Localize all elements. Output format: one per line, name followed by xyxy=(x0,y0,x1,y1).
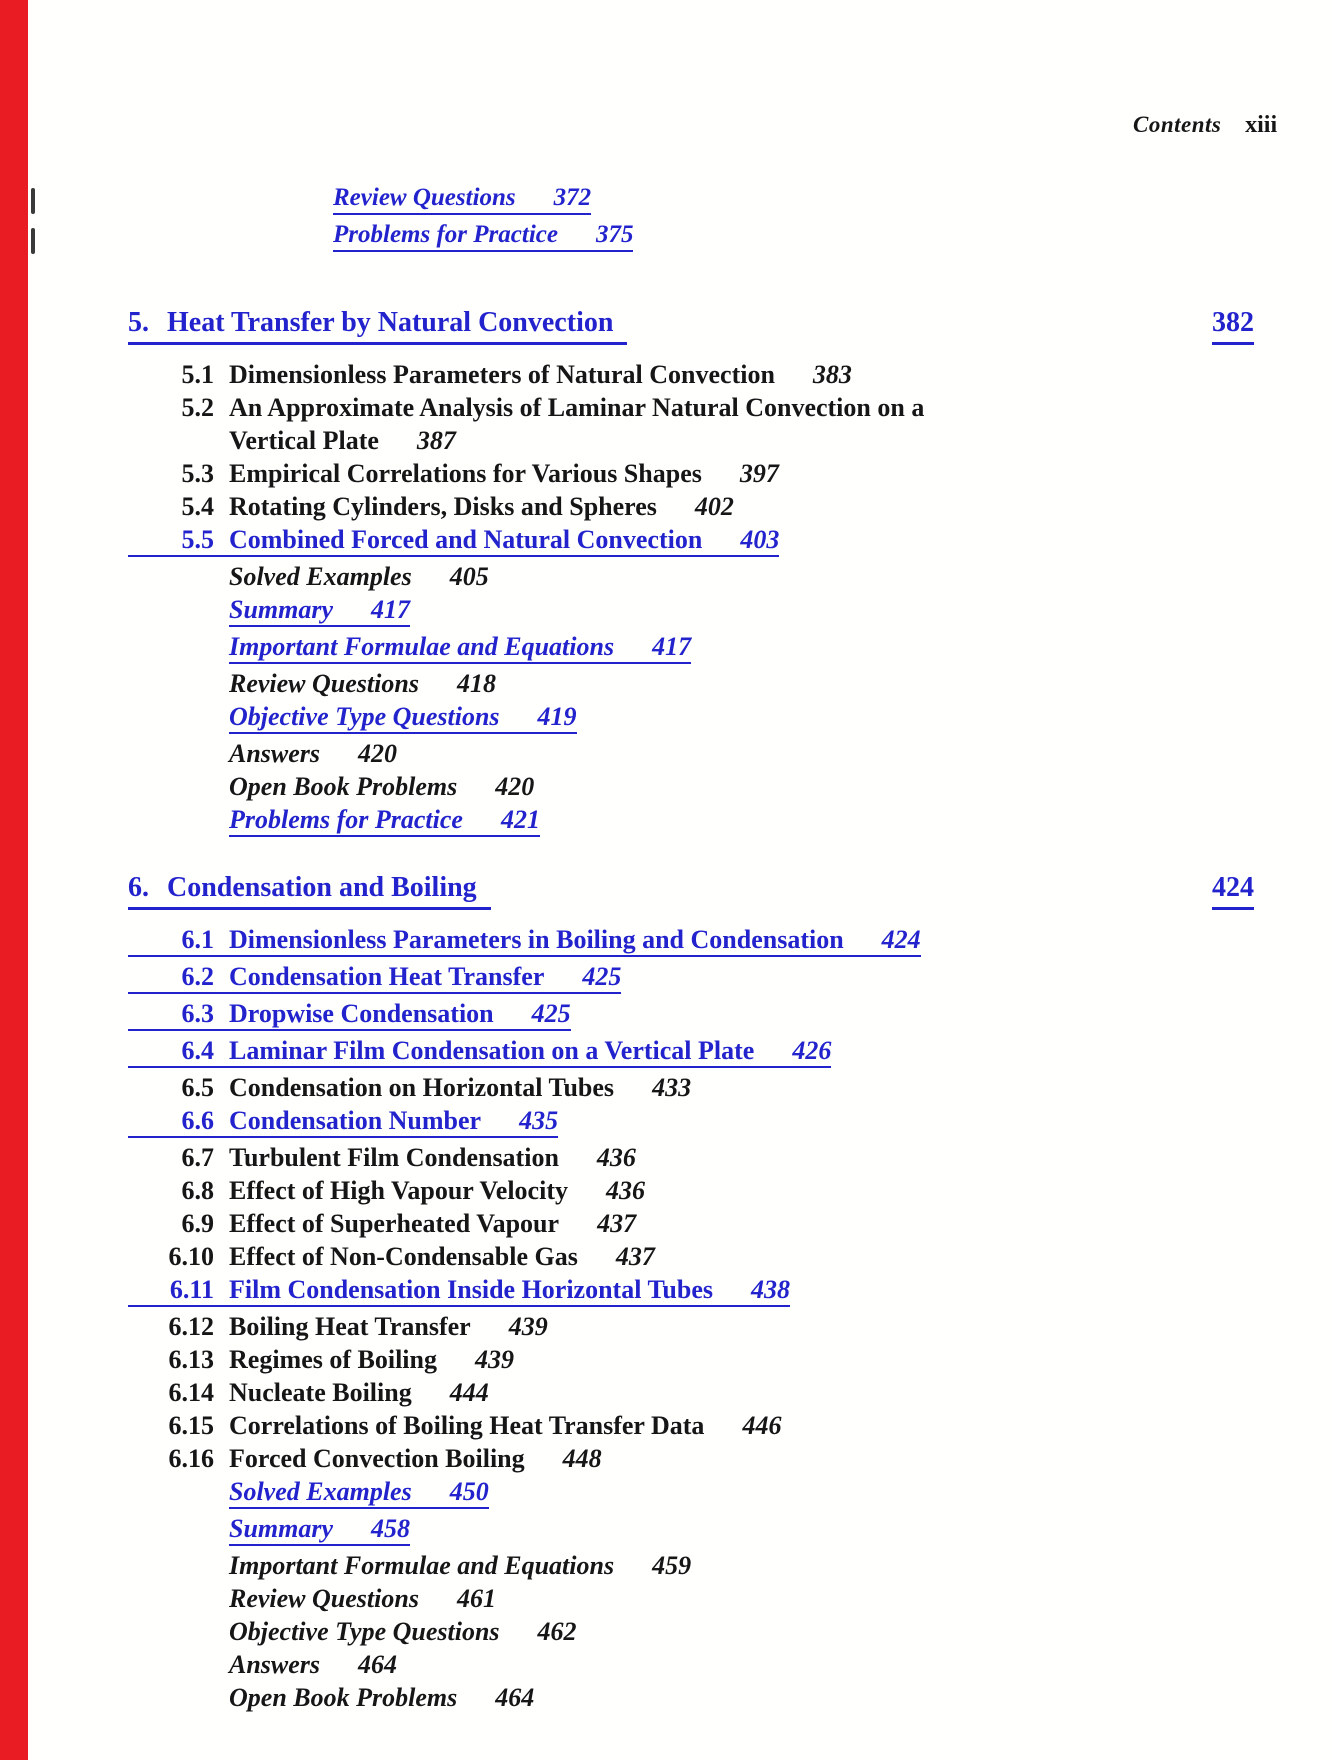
item-title[interactable]: Dimensionless Parameters in Boiling and Condensation xyxy=(229,925,844,954)
item-title[interactable]: Problems for Practice xyxy=(333,221,558,248)
toc-entry-line xyxy=(128,361,852,388)
toc-entry-line[interactable] xyxy=(333,184,591,215)
item-number: 5.2 xyxy=(181,393,214,422)
item-title[interactable]: Solved Examples xyxy=(229,1477,412,1506)
toc-item xyxy=(128,427,1254,454)
toc-item[interactable] xyxy=(128,1276,1254,1307)
item-number[interactable]: 6.6 xyxy=(181,1106,214,1135)
item-page-number[interactable]: 425 xyxy=(531,999,571,1028)
item-title[interactable]: Review Questions xyxy=(333,184,516,211)
item-title: Correlations of Boiling Heat Transfer Data xyxy=(229,1411,705,1440)
item-title: Effect of Non-Condensable Gas xyxy=(229,1242,578,1271)
item-page-number: 437 xyxy=(615,1242,655,1271)
toc-entry-line xyxy=(128,1379,489,1406)
item-title: Rotating Cylinders, Disks and Spheres xyxy=(229,492,657,521)
section-heading-row xyxy=(128,873,1254,910)
item-page-number[interactable]: 435 xyxy=(519,1106,559,1135)
section-page-number[interactable]: 382 xyxy=(1212,308,1254,345)
toc-entry-line xyxy=(229,1651,397,1678)
item-title: Vertical Plate xyxy=(229,426,379,455)
item-number: 6.13 xyxy=(168,1345,214,1374)
section-title[interactable]: Condensation and Boiling xyxy=(167,872,477,903)
toc-entry-line[interactable] xyxy=(229,806,540,837)
toc-entry-line xyxy=(128,1313,548,1340)
item-number: 6.10 xyxy=(168,1242,214,1271)
item-title[interactable]: Condensation Heat Transfer xyxy=(229,962,545,991)
item-page-number[interactable]: 450 xyxy=(449,1477,489,1506)
scan-edge-bar xyxy=(0,0,28,1760)
item-page-number: 462 xyxy=(537,1617,577,1646)
item-number[interactable]: 5.5 xyxy=(181,525,214,554)
toc-entry-line[interactable] xyxy=(128,1276,790,1307)
item-page-number: 437 xyxy=(597,1209,637,1238)
item-number[interactable]: 6.3 xyxy=(181,999,214,1028)
toc-subitem xyxy=(229,740,1254,767)
toc-entry-line[interactable] xyxy=(229,633,691,664)
item-page-number: 420 xyxy=(358,739,398,768)
toc-subitem xyxy=(229,1651,1254,1678)
item-number[interactable]: 6.4 xyxy=(181,1036,214,1065)
item-title: Turbulent Film Condensation xyxy=(229,1143,559,1172)
page-number-roman: xiii xyxy=(1245,112,1278,138)
toc-entry-line xyxy=(229,670,496,697)
item-page-number[interactable]: 417 xyxy=(652,632,692,661)
section-6 xyxy=(128,873,1254,1717)
item-title: An Approximate Analysis of Laminar Natural Convection on a xyxy=(229,393,925,422)
item-title[interactable]: Combined Forced and Natural Convection xyxy=(229,525,703,554)
toc-subitem[interactable] xyxy=(229,1478,1254,1509)
toc-entry-line xyxy=(128,1346,514,1373)
item-page-number[interactable]: 417 xyxy=(371,595,411,624)
toc-item[interactable] xyxy=(128,1037,1254,1068)
section-item-list xyxy=(128,926,1254,1711)
item-title: Effect of High Vapour Velocity xyxy=(229,1176,568,1205)
item-title[interactable]: Laminar Film Condensation on a Vertical Plate xyxy=(229,1036,755,1065)
item-title[interactable]: Objective Type Questions xyxy=(229,702,500,731)
item-title: Objective Type Questions xyxy=(229,1617,500,1646)
item-number: 6.12 xyxy=(168,1312,214,1341)
toc-item xyxy=(128,1074,1254,1101)
pre-section-links xyxy=(232,184,633,258)
item-number: 5.4 xyxy=(181,492,214,521)
item-title: Important Formulae and Equations xyxy=(229,1551,615,1580)
toc-entry-line xyxy=(128,1177,645,1204)
toc-entry-line xyxy=(229,1618,577,1645)
item-page-number[interactable]: 421 xyxy=(500,805,540,834)
item-title[interactable]: Dropwise Condensation xyxy=(229,999,494,1028)
item-page-number: 387 xyxy=(416,426,456,455)
toc-subitem[interactable] xyxy=(333,221,633,252)
item-title: Condensation on Horizontal Tubes xyxy=(229,1073,615,1102)
item-page-number: 436 xyxy=(605,1176,645,1205)
item-page-number: 436 xyxy=(596,1143,636,1172)
section-page-number[interactable]: 424 xyxy=(1212,873,1254,910)
toc-item xyxy=(128,460,1254,487)
item-page-number[interactable]: 426 xyxy=(792,1036,832,1065)
item-title: Open Book Problems xyxy=(229,772,458,801)
toc-entry-line xyxy=(128,1243,655,1270)
toc-entry-line xyxy=(128,1144,636,1171)
toc-entry-line[interactable] xyxy=(333,221,633,252)
item-number[interactable]: 6.11 xyxy=(169,1275,214,1304)
toc-item[interactable] xyxy=(128,963,1254,994)
scan-artifact-dash xyxy=(31,228,35,254)
toc-entry-line xyxy=(128,394,924,421)
item-number: 5.3 xyxy=(181,459,214,488)
item-title[interactable]: Summary xyxy=(229,1514,334,1543)
toc-entry-line xyxy=(128,493,734,520)
item-number[interactable]: 6.1 xyxy=(181,925,214,954)
toc-entry-line xyxy=(229,1684,534,1711)
toc-item xyxy=(128,1379,1254,1406)
toc-item[interactable] xyxy=(128,1107,1254,1138)
item-page-number: 402 xyxy=(694,492,734,521)
section-title[interactable]: Heat Transfer by Natural Convection xyxy=(167,307,614,338)
item-page-number[interactable]: 372 xyxy=(553,184,592,211)
section-heading-row xyxy=(128,308,1254,345)
item-page-number[interactable]: 403 xyxy=(740,525,780,554)
toc-subitem xyxy=(229,670,1254,697)
toc-item xyxy=(128,394,1254,421)
item-page-number[interactable]: 419 xyxy=(537,702,577,731)
item-number: 6.15 xyxy=(168,1411,214,1440)
toc-item[interactable] xyxy=(128,1000,1254,1031)
toc-subitem xyxy=(229,1552,1254,1579)
item-page-number: 439 xyxy=(508,1312,548,1341)
item-title: Empirical Correlations for Various Shapes xyxy=(229,459,702,488)
item-title: Answers xyxy=(229,1650,321,1679)
toc-entry-line[interactable] xyxy=(128,526,779,557)
toc-subitem xyxy=(229,1618,1254,1645)
item-page-number[interactable]: 375 xyxy=(595,221,634,248)
item-number: 5.1 xyxy=(181,360,214,389)
toc-subitem[interactable] xyxy=(229,596,1254,627)
toc-item xyxy=(128,1210,1254,1237)
item-page-number: 397 xyxy=(739,459,779,488)
toc-item xyxy=(128,1177,1254,1204)
toc-entry-line[interactable] xyxy=(128,963,621,994)
section-item-list xyxy=(128,361,1254,837)
toc-item xyxy=(128,1445,1254,1472)
item-title: Review Questions xyxy=(229,1584,419,1613)
item-title: Open Book Problems xyxy=(229,1683,458,1712)
item-number: 6.7 xyxy=(181,1143,214,1172)
item-title[interactable]: Film Condensation Inside Horizontal Tubes xyxy=(229,1275,713,1304)
item-number: 6.14 xyxy=(168,1378,214,1407)
item-number: 6.9 xyxy=(181,1209,214,1238)
toc-item xyxy=(128,1243,1254,1270)
toc-entry-line xyxy=(128,1445,602,1472)
item-title: Review Questions xyxy=(229,669,419,698)
toc-subitem[interactable] xyxy=(229,633,1254,664)
toc-item xyxy=(128,1412,1254,1439)
section-number[interactable]: 6. xyxy=(128,872,149,903)
toc-entry-line xyxy=(229,773,534,800)
item-page-number[interactable]: 458 xyxy=(371,1514,411,1543)
toc-entry-line xyxy=(128,1210,636,1237)
item-page-number: 405 xyxy=(449,562,489,591)
toc-item xyxy=(128,1313,1254,1340)
item-title: Answers xyxy=(229,739,321,768)
item-page-number: 439 xyxy=(475,1345,514,1374)
toc-entry-line[interactable] xyxy=(128,926,921,957)
item-title[interactable]: Problems for Practice xyxy=(229,805,463,834)
item-number: 6.16 xyxy=(168,1444,214,1473)
toc-entry-line xyxy=(229,563,489,590)
toc-item[interactable] xyxy=(128,526,1254,557)
item-page-number: 418 xyxy=(456,669,496,698)
item-title: Effect of Superheated Vapour xyxy=(229,1209,560,1238)
toc-entry-line[interactable] xyxy=(128,1037,831,1068)
toc-subitem xyxy=(229,563,1254,590)
toc-item xyxy=(128,493,1254,520)
section-heading-link[interactable] xyxy=(128,873,491,910)
item-page-number: 444 xyxy=(449,1378,489,1407)
toc-subitem[interactable] xyxy=(229,1515,1254,1546)
section-heading-link[interactable] xyxy=(128,308,627,345)
item-title[interactable]: Condensation Number xyxy=(229,1106,482,1135)
item-number: 6.5 xyxy=(181,1073,214,1102)
item-page-number: 461 xyxy=(456,1584,496,1613)
item-title: Solved Examples xyxy=(229,562,412,591)
item-title[interactable]: Summary xyxy=(229,595,334,624)
item-title: Dimensionless Parameters of Natural Convection xyxy=(229,360,775,389)
toc-item xyxy=(128,1144,1254,1171)
toc-subitem xyxy=(229,1585,1254,1612)
toc-entry-line xyxy=(128,1074,691,1101)
item-page-number[interactable]: 425 xyxy=(582,962,622,991)
toc-entry-line xyxy=(229,1552,691,1579)
toc-entry-line xyxy=(229,740,397,767)
toc-entry-line xyxy=(128,427,456,454)
toc-subitem xyxy=(229,1684,1254,1711)
item-page-number: 464 xyxy=(358,1650,398,1679)
item-page-number: 433 xyxy=(652,1073,692,1102)
item-title[interactable]: Important Formulae and Equations xyxy=(229,632,615,661)
toc-entry-line[interactable] xyxy=(229,596,410,627)
item-page-number[interactable]: 438 xyxy=(751,1275,790,1304)
item-title: Nucleate Boiling xyxy=(229,1378,412,1407)
toc-entry-line[interactable] xyxy=(229,1515,410,1546)
toc-subitem xyxy=(229,773,1254,800)
toc-entry-line[interactable] xyxy=(229,1478,489,1509)
item-page-number: 464 xyxy=(495,1683,535,1712)
toc-entry-line[interactable] xyxy=(229,703,577,734)
item-title: Regimes of Boiling xyxy=(229,1345,437,1374)
item-number[interactable]: 6.2 xyxy=(181,962,214,991)
toc-subitem[interactable] xyxy=(333,184,633,215)
item-page-number: 448 xyxy=(562,1444,602,1473)
item-page-number: 459 xyxy=(652,1551,692,1580)
section-number[interactable]: 5. xyxy=(128,307,149,338)
contents-label: Contents xyxy=(1133,112,1222,137)
toc-entry-line[interactable] xyxy=(128,1107,558,1138)
toc-item[interactable] xyxy=(128,926,1254,957)
item-page-number: 383 xyxy=(812,360,852,389)
running-head xyxy=(1133,112,1277,139)
item-page-number: 446 xyxy=(742,1411,782,1440)
toc-item xyxy=(128,361,1254,388)
item-number: 6.8 xyxy=(181,1176,214,1205)
item-title: Boiling Heat Transfer xyxy=(229,1312,471,1341)
toc-entry-line xyxy=(229,1585,496,1612)
toc-entry-line xyxy=(128,1412,781,1439)
toc-entry-line[interactable] xyxy=(128,1000,571,1031)
item-page-number: 420 xyxy=(495,772,535,801)
toc-subitem[interactable] xyxy=(229,703,1254,734)
scan-artifact-dash xyxy=(31,188,35,214)
item-title: Forced Convection Boiling xyxy=(229,1444,525,1473)
toc-item xyxy=(128,1346,1254,1373)
section-5 xyxy=(128,308,1254,843)
item-page-number[interactable]: 424 xyxy=(881,925,921,954)
toc-entry-line xyxy=(128,460,779,487)
toc-subitem[interactable] xyxy=(229,806,1254,837)
